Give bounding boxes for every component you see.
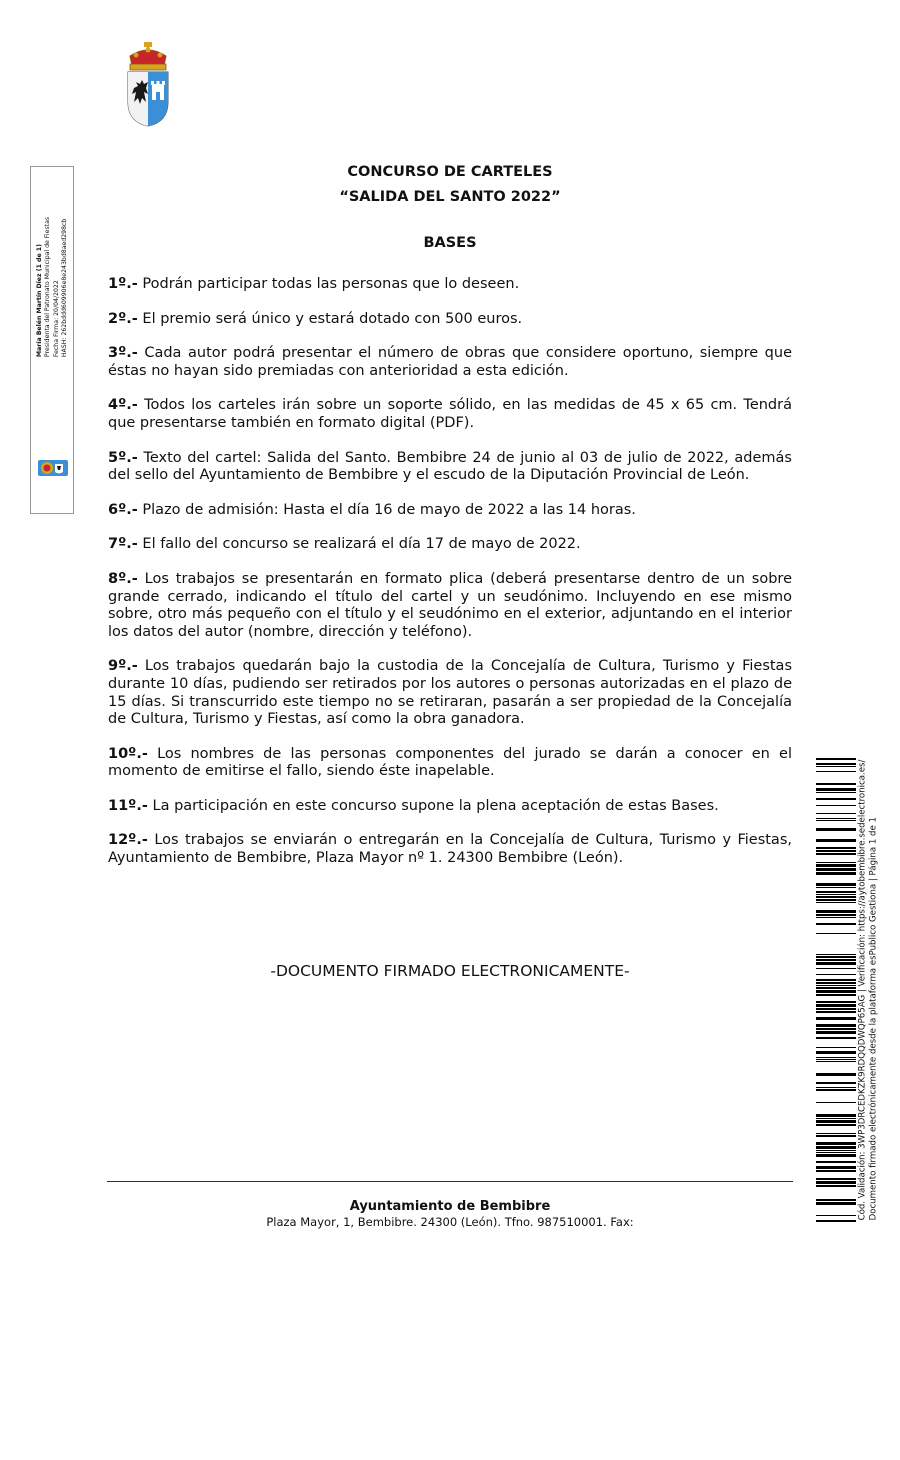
barcode-bar bbox=[816, 792, 856, 793]
document-title: CONCURSO DE CARTELES bbox=[347, 164, 553, 180]
base-number: 6º.- bbox=[108, 501, 138, 518]
base-item bbox=[108, 658, 792, 728]
barcode-bar bbox=[816, 985, 856, 986]
base-item bbox=[108, 536, 792, 554]
base-text: Podrán participar todas las personas que lo deseen. bbox=[137, 276, 520, 292]
barcode-bar bbox=[816, 763, 856, 765]
footer-divider bbox=[107, 1181, 793, 1182]
barcode-bar bbox=[816, 1004, 856, 1007]
barcode-bar bbox=[816, 962, 856, 965]
footer-address: Plaza Mayor, 1, Bembibre. 24300 (León). Tfno. 987510001. Fax: bbox=[266, 1215, 634, 1229]
barcode-bar bbox=[816, 1082, 856, 1084]
base-number: 5º.- bbox=[108, 449, 138, 466]
barcode-bar bbox=[816, 896, 856, 898]
barcode-bar bbox=[816, 979, 856, 981]
base-item bbox=[108, 397, 792, 432]
barcode-bar bbox=[816, 868, 856, 871]
barcode-bar bbox=[816, 820, 856, 821]
barcode-bar bbox=[816, 982, 856, 984]
barcode-bar bbox=[816, 1220, 856, 1222]
base-item bbox=[108, 311, 792, 329]
barcode-bar bbox=[816, 1028, 856, 1030]
barcode-bar bbox=[816, 899, 856, 901]
barcode-bar bbox=[816, 914, 856, 916]
barcode-bar bbox=[816, 1031, 856, 1034]
base-number: 9º.- bbox=[108, 658, 138, 675]
section-heading: BASES bbox=[423, 235, 477, 251]
barcode-bar bbox=[816, 864, 856, 867]
base-number: 8º.- bbox=[108, 570, 138, 587]
barcode-bar bbox=[816, 798, 856, 800]
base-number: 4º.- bbox=[108, 397, 138, 414]
barcode-bar bbox=[816, 1001, 856, 1003]
base-item bbox=[108, 798, 792, 816]
barcode-bar bbox=[816, 917, 856, 918]
barcode-bar bbox=[816, 1102, 856, 1103]
validation-platform: Documento firmado electrónicamente desde la plataforma esPublico Gestiona | Página 1 de 1 bbox=[868, 816, 878, 1221]
barcode-bar bbox=[816, 956, 856, 958]
barcode-bar bbox=[816, 923, 856, 925]
signature-stamp bbox=[30, 166, 74, 514]
base-number: 2º.- bbox=[108, 310, 138, 327]
validation-code: Cód. Validación: 3WP3DRCEDKZK9RDQQDWQP65AG | Verificación: https://aytobembibre.sedelectronica.es/ bbox=[857, 759, 868, 1221]
barcode-bar bbox=[816, 1089, 856, 1091]
barcode-bar bbox=[816, 847, 856, 849]
base-text: Todos los carteles irán sobre un soporte sólido, en las medidas de 45 x 65 cm. Tendrá que presentarse también en formato digital (PDF). bbox=[108, 397, 792, 431]
base-text: Plazo de admisión: Hasta el día 16 de mayo de 2022 a las 14 horas. bbox=[137, 501, 636, 518]
base-text: Los trabajos se enviarán o entregarán en la Concejalía de Cultura, Turismo y Fiestas, Ayuntamiento de Bembibre, Plaza Mayor nº 1. 24300 Bembibre (León). bbox=[108, 832, 792, 867]
base-item bbox=[108, 571, 792, 641]
barcode-bar bbox=[816, 850, 856, 852]
barcode-bar bbox=[816, 910, 856, 913]
barcode-bar bbox=[816, 887, 856, 888]
base-item bbox=[108, 502, 792, 520]
barcode-bar bbox=[816, 1150, 856, 1151]
barcode-bar bbox=[816, 1202, 856, 1205]
base-number: 1º.- bbox=[108, 276, 138, 292]
barcode-bar bbox=[816, 1181, 856, 1184]
base-text: Los trabajos se presentarán en formato plica (deberá presentarse dentro de un sobre grande cerrado, indicando el título del cartel y un seudónimo. Incluyendo en ese mismo sobre, otro más pequeño con el título y el seudónimo en el exterior, adjuntando en el interior los datos del autor (nombre, dirección y teléfono). bbox=[108, 570, 792, 640]
barcode-bar bbox=[816, 891, 856, 893]
base-number: 12º.- bbox=[108, 832, 148, 849]
barcode-bar bbox=[816, 839, 856, 842]
barcode-bar bbox=[816, 1118, 856, 1119]
barcode-bar bbox=[816, 883, 856, 886]
barcode-bar bbox=[816, 805, 856, 806]
base-item bbox=[108, 450, 792, 485]
barcode-bar bbox=[816, 990, 856, 993]
base-number: 7º.- bbox=[108, 536, 138, 553]
barcode-bar bbox=[816, 1057, 856, 1058]
base-item bbox=[108, 345, 792, 380]
barcode-bar bbox=[816, 1047, 856, 1048]
barcode-bar bbox=[816, 758, 856, 760]
barcode-bar bbox=[816, 1185, 856, 1187]
barcode-bar bbox=[816, 902, 856, 903]
barcode-bar bbox=[816, 1146, 856, 1149]
barcode-bar bbox=[816, 1124, 856, 1126]
signature-hash: HASH: 262bddd609906e8e243bd8aed298cb bbox=[61, 218, 69, 358]
barcode-bar bbox=[816, 933, 856, 934]
barcode-bar bbox=[816, 1154, 856, 1157]
barcode-bar bbox=[816, 1073, 856, 1076]
barcode-bar bbox=[816, 1215, 856, 1216]
barcode-bar bbox=[816, 1114, 856, 1117]
barcode-bar bbox=[816, 1061, 856, 1062]
barcode-bar bbox=[816, 1059, 856, 1060]
footer-organization: Ayuntamiento de Bembibre bbox=[349, 1199, 551, 1214]
barcode-bar bbox=[816, 1051, 856, 1054]
barcode-bar bbox=[816, 1135, 856, 1137]
barcode-bar bbox=[816, 1161, 856, 1163]
base-item bbox=[108, 276, 792, 294]
barcode-bar bbox=[816, 828, 856, 831]
barcode-bar bbox=[816, 1142, 856, 1145]
barcode-bar bbox=[816, 1178, 856, 1180]
barcode-bar bbox=[816, 959, 856, 961]
base-text: Texto del cartel: Salida del Santo. Bembibre 24 de junio al 03 de julio de 2022, además del sello del Ayuntamiento de Bembibre y el escudo de la Diputación Provincial de León. bbox=[108, 449, 792, 484]
validation-barcode bbox=[816, 758, 856, 1226]
electronic-signature-note: -DOCUMENTO FIRMADO ELECTRONICAMENTE- bbox=[270, 962, 630, 980]
barcode-bar bbox=[816, 783, 856, 785]
barcode-bar bbox=[816, 987, 856, 989]
barcode-bar bbox=[816, 818, 856, 819]
barcode-bar bbox=[816, 788, 856, 791]
validation-text bbox=[857, 759, 892, 1460]
barcode-bar bbox=[816, 813, 856, 814]
barcode-bar bbox=[816, 771, 856, 772]
signer-role: Presidenta del Patronato Municipal de Fiestas bbox=[44, 216, 52, 358]
signature-date: Fecha Firma: 20/04/2022 bbox=[53, 280, 60, 358]
base-text: El fallo del concurso se realizará el día 17 de mayo de 2022. bbox=[137, 536, 581, 553]
document-subtitle: “SALIDA DEL SANTO 2022” bbox=[339, 189, 561, 205]
base-number: 3º.- bbox=[108, 345, 138, 362]
barcode-bar bbox=[816, 1170, 856, 1172]
barcode-bar bbox=[816, 766, 856, 767]
base-text: Los trabajos quedarán bajo la custodia de la Concejalía de Cultura, Turismo y Fiestas durante 10 días, pudiendo ser retirados por los autores o personas autorizadas en el plazo de 15 días. Si transcurrido este tiempo no se retiraran, pasarán a ser propiedad de la Concejalía de Cultura, Turismo y Fiestas, así como la obra ganadora. bbox=[108, 658, 792, 728]
base-number: 10º.- bbox=[108, 745, 148, 762]
barcode-bar bbox=[816, 853, 856, 855]
barcode-bar bbox=[816, 1008, 856, 1010]
barcode-bar bbox=[816, 1017, 856, 1020]
barcode-bar bbox=[816, 862, 856, 863]
base-text: Cada autor podrá presentar el número de obras que considere oportuno, siempre que éstas no hayan sido premiadas con anterioridad a esta edición. bbox=[108, 345, 792, 379]
base-number: 11º.- bbox=[108, 797, 148, 814]
barcode-bar bbox=[816, 1152, 856, 1153]
barcode-bar bbox=[816, 1166, 856, 1169]
barcode-bar bbox=[816, 1199, 856, 1201]
municipal-seal-icon bbox=[37, 457, 69, 479]
barcode-bar bbox=[816, 1133, 856, 1134]
barcode-bar bbox=[816, 994, 856, 996]
base-item bbox=[108, 832, 792, 867]
signer-name: María Belén Martín Díez (1 de 1) bbox=[36, 244, 44, 358]
barcode-bar bbox=[816, 894, 856, 895]
barcode-bar bbox=[816, 974, 856, 975]
coat-of-arms-logo bbox=[124, 42, 172, 128]
bases-list bbox=[108, 276, 792, 885]
base-text: El premio será único y estará dotado con 500 euros. bbox=[137, 310, 523, 327]
barcode-bar bbox=[816, 872, 856, 875]
barcode-bar bbox=[816, 1087, 856, 1088]
barcode-bar bbox=[816, 968, 856, 969]
base-text: Los nombres de las personas componentes del jurado se darán a conocer en el momento de emitirse el fallo, siendo éste inapelable. bbox=[108, 745, 792, 780]
barcode-bar bbox=[816, 954, 856, 955]
barcode-bar bbox=[816, 1120, 856, 1123]
barcode-bar bbox=[816, 1011, 856, 1013]
base-text: La participación en este concurso supone la plena aceptación de estas Bases. bbox=[147, 797, 719, 814]
barcode-bar bbox=[816, 1024, 856, 1027]
base-item bbox=[108, 746, 792, 781]
barcode-bar bbox=[816, 1037, 856, 1039]
